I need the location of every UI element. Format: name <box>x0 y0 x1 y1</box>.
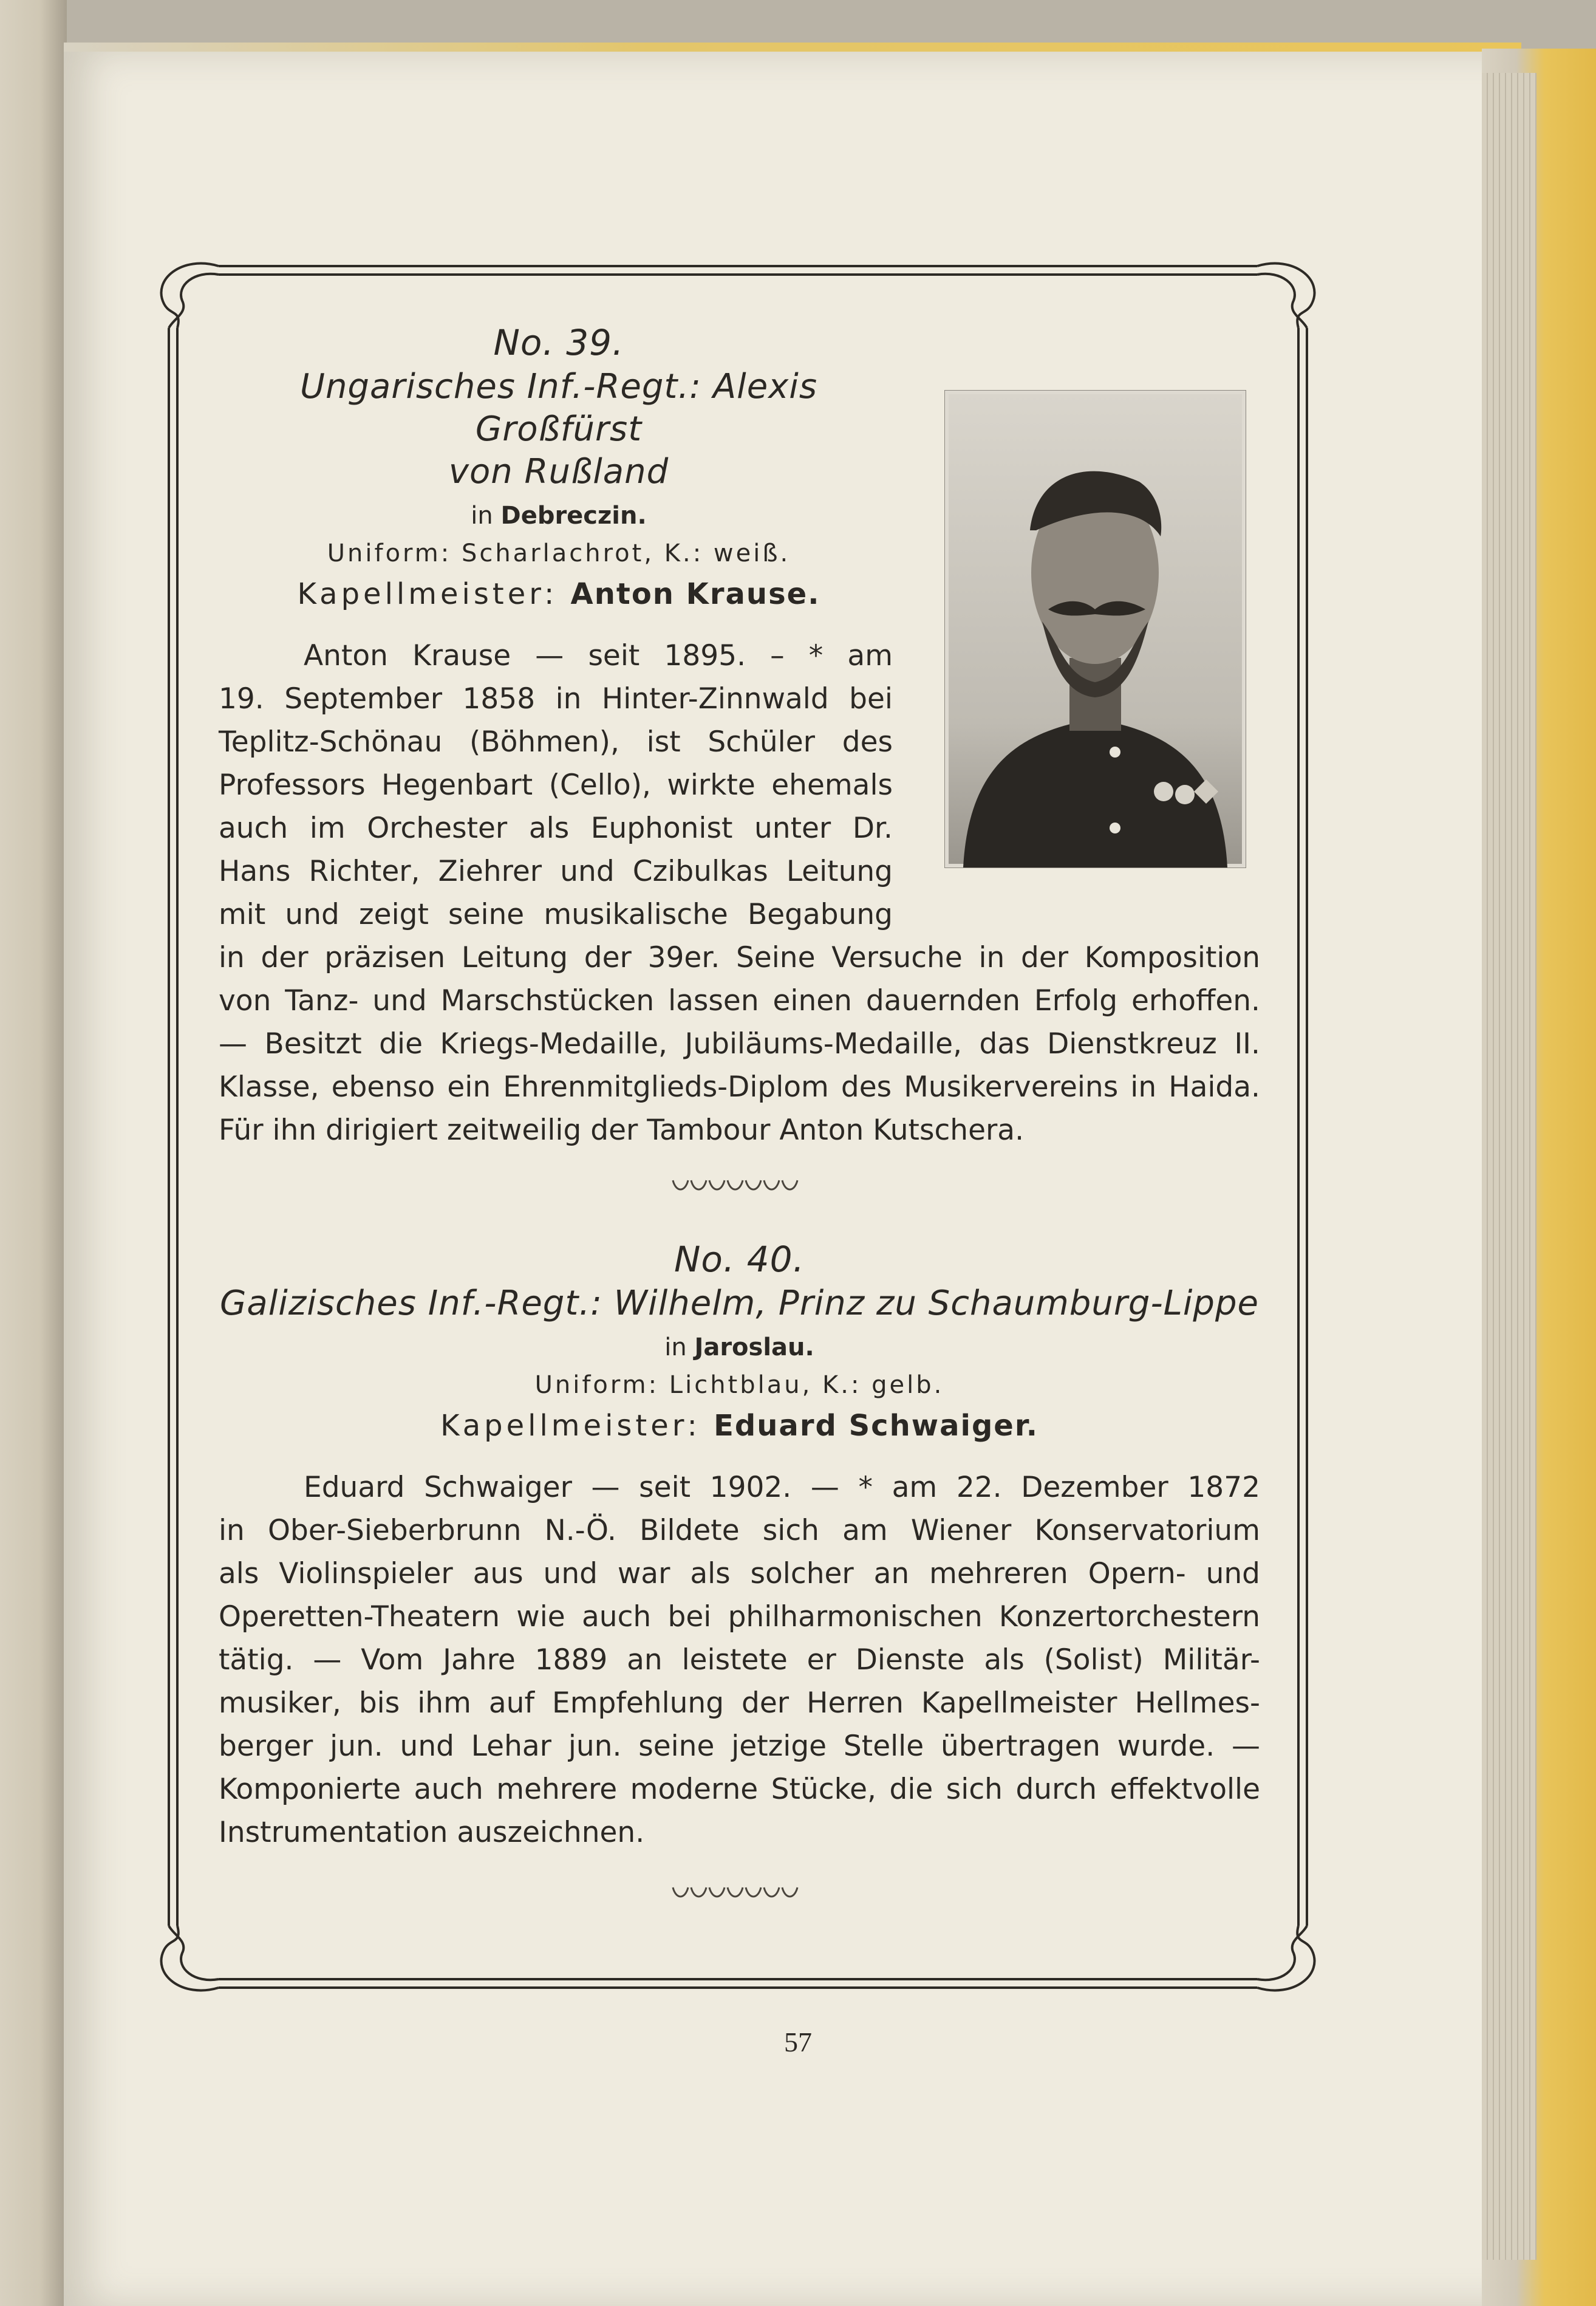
bottom-ornament <box>219 1883 1260 1908</box>
entry-39-line: Hans Richter, Ziehrer und Czibulkas Leitung <box>219 855 893 888</box>
entry-40-line: Instrumentation auszeichnen. <box>219 1816 645 1849</box>
entry-39-uniform: Uniform: Scharlachrot, K.: weiß. <box>327 539 791 567</box>
entry-39-line: mit und zeigt seine musikalische Begabung <box>219 898 893 931</box>
entry-39-line: Anton Krause — seit 1895. – * am <box>304 639 893 672</box>
entry-40-kapell-label: Kapellmeister: <box>440 1409 701 1443</box>
entry-40-line: berger jun. und Lehar jun. seine jetzige Stelle übertragen wurde. — <box>219 1730 1260 1763</box>
entry-40-line: musiker, bis ihm auf Empfehlung der Herren Kapellmeister Hellmes- <box>219 1686 1260 1720</box>
entry-39-line: 19. September 1858 in Hinter-Zinnwald bei <box>219 682 893 716</box>
entry-39-line: von Tanz- und Marschstücken lassen einen dauernden Erfolg erhoffen. <box>219 984 1260 1018</box>
entries <box>219 322 1260 1908</box>
entry-39-number: No. 39. <box>493 322 624 363</box>
entry-40-place: Jaroslau. <box>694 1333 814 1361</box>
entry-40-line: Eduard Schwaiger — seit 1902. — * am 22. Dezember 1872 <box>304 1471 1260 1504</box>
entry-40-line: als Violinspieler aus und war als solcher an mehreren Opern- und <box>219 1557 1260 1590</box>
entry-40-kapell-name: Eduard Schwaiger. <box>714 1409 1038 1443</box>
entry-39-regiment-line1: Ungarisches Inf.-Regt.: Alexis Großfürst <box>299 367 818 449</box>
entry-39-kapell-label: Kapellmeister: <box>297 577 558 611</box>
entry-39-line: in der präzisen Leitung der 39er. Seine Versuche in der Komposition <box>219 941 1260 974</box>
entry-39-place-prefix: in <box>471 502 493 530</box>
entry-40-line: tätig. — Vom Jahre 1889 an leistete er Dienste als (Solist) Militär- <box>219 1643 1260 1677</box>
page-edges <box>1482 73 1536 2260</box>
entry-40-uniform: Uniform: Lichtblau, K.: gelb. <box>534 1371 944 1399</box>
page-number: 57 <box>784 2027 812 2058</box>
entry-40-number: No. 40. <box>674 1239 805 1280</box>
entry-40-line: Komponierte auch mehrere moderne Stücke, die sich durch effektvolle <box>219 1773 1260 1806</box>
entry-39-line: — Besitzt die Kriegs-Medaille, Jubiläums-Medaille, das Dienstkreuz II. <box>219 1027 1260 1061</box>
entry-39-line: Professors Hegenbart (Cello), wirkte ehemals <box>219 768 893 802</box>
entry-39-regiment-line2: von Rußland <box>448 452 669 491</box>
entry-39-line: Klasse, ebenso ein Ehrenmitglieds-Diplom des Musikervereins in Haida. <box>219 1070 1260 1104</box>
entry-39-line: auch im Orchester als Euphonist unter Dr. <box>219 812 893 845</box>
entry-40-place-prefix: in <box>664 1333 687 1361</box>
entry-39-biography <box>219 634 1260 1152</box>
entry-40-regiment: Galizisches Inf.-Regt.: Wilhelm, Prinz zu Schaumburg-Lippe <box>220 1284 1259 1323</box>
entry-39-line: Für ihn dirigiert zeitweilig der Tambour Anton Kutschera. <box>219 1114 1025 1147</box>
entry-39-place: Debreczin. <box>500 502 647 530</box>
entry-39-line: Teplitz-Schönau (Böhmen), ist Schüler des <box>219 725 893 759</box>
entry-40-line: in Ober-Sieberbrunn N.-Ö. Bildete sich am Wiener Konservatorium <box>219 1514 1260 1547</box>
entry-40-biography <box>219 1466 1260 1854</box>
book-left-edge <box>0 0 67 2306</box>
entry-39-kapell-name: Anton Krause. <box>570 577 820 611</box>
entry-40-line: Operetten-Theatern wie auch bei philharmonischen Konzertorchestern <box>219 1600 1260 1634</box>
divider-ornament <box>219 1176 1260 1201</box>
